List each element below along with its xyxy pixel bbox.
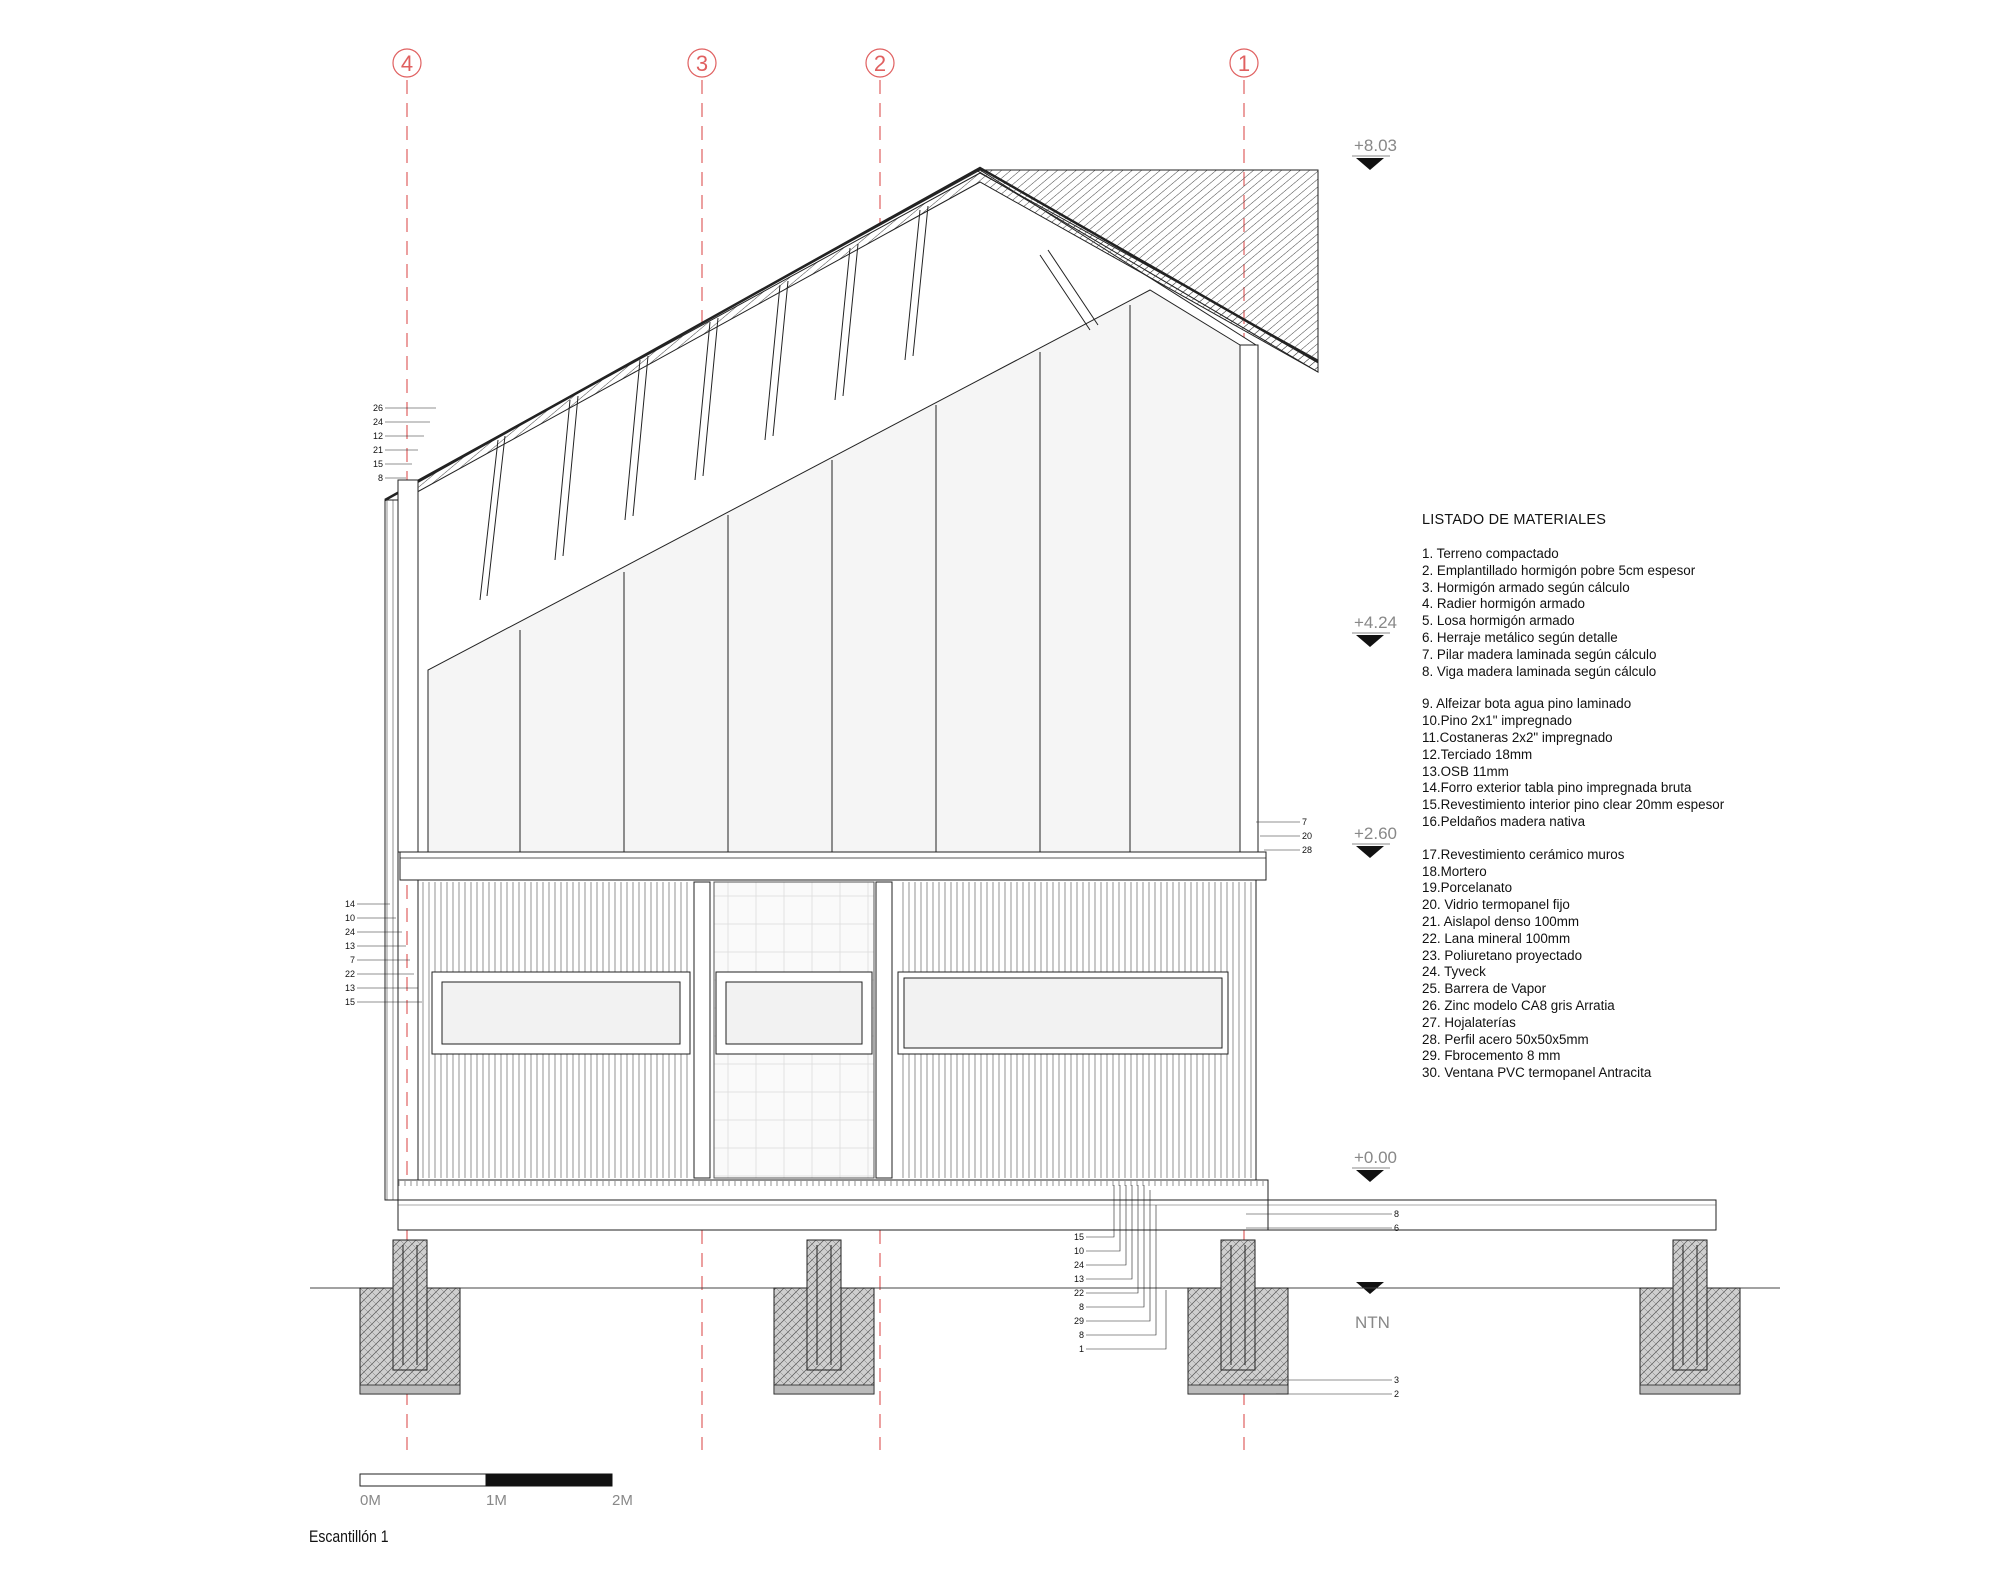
callout bbox=[1256, 817, 1307, 827]
callout bbox=[1264, 845, 1312, 855]
legend-item: 12.Terciado 18mm bbox=[1422, 746, 1533, 762]
legend-item: 27. Hojalaterías bbox=[1422, 1014, 1516, 1030]
legend-item: 22. Lana mineral 100mm bbox=[1422, 930, 1571, 946]
callout bbox=[345, 899, 390, 909]
callout-label: 24 bbox=[344, 927, 355, 937]
legend-item: 25. Barrera de Vapor bbox=[1422, 981, 1547, 997]
legend-item: 11.Costaneras 2x2" impregnado bbox=[1422, 729, 1613, 745]
legend-item: 3. Hormigón armado según cálculo bbox=[1422, 579, 1630, 595]
ground-label: NTN bbox=[1355, 1313, 1390, 1332]
grid-axis-label: 1 bbox=[1237, 51, 1251, 76]
callout-label: 14 bbox=[344, 899, 355, 909]
grid-axis-label: 2 bbox=[873, 51, 887, 76]
callout-label: 24 bbox=[1073, 1260, 1084, 1270]
callout-label: 10 bbox=[1073, 1246, 1084, 1256]
scale-label: 0M bbox=[360, 1492, 381, 1509]
callout-label: 26 bbox=[372, 403, 383, 413]
callout-label: 24 bbox=[372, 417, 383, 427]
callout-label: 8 bbox=[377, 473, 383, 483]
legend-item: 9. Alfeizar bota agua pino laminado bbox=[1422, 696, 1632, 712]
legend-item: 13.OSB 11mm bbox=[1422, 763, 1509, 779]
upper-floor bbox=[385, 168, 1318, 852]
ground-level-marker bbox=[1355, 1282, 1390, 1332]
legend-item: 6. Herraje metálico según detalle bbox=[1422, 629, 1618, 645]
scale-label: 1M bbox=[486, 1492, 507, 1509]
callout-label: 15 bbox=[372, 459, 383, 469]
legend-item: 30. Ventana PVC termopanel Antracita bbox=[1422, 1065, 1652, 1081]
footing bbox=[1188, 1240, 1288, 1394]
callout-label: 21 bbox=[372, 445, 383, 455]
callout-label: 7 bbox=[1302, 817, 1308, 827]
legend-item: 19.Porcelanato bbox=[1422, 880, 1513, 896]
foundations bbox=[360, 1240, 1740, 1394]
callout bbox=[1260, 831, 1312, 841]
callout-label: 15 bbox=[344, 997, 355, 1007]
legend-item: 23. Poliuretano proyectado bbox=[1422, 947, 1583, 963]
legend-group bbox=[1422, 847, 1982, 1082]
legend-item: 26. Zinc modelo CA8 gris Arratia bbox=[1422, 997, 1615, 1013]
materials-legend bbox=[1422, 512, 1982, 1098]
callout-label: 13 bbox=[344, 941, 355, 951]
legend-item: 2. Emplantillado hormigón pobre 5cm espesor bbox=[1422, 562, 1696, 578]
callout-label: 22 bbox=[1073, 1288, 1084, 1298]
legend-item: 16.Peldaños madera nativa bbox=[1422, 813, 1586, 829]
callout-label: 22 bbox=[344, 969, 355, 979]
level-label: +8.03 bbox=[1354, 136, 1398, 155]
callout-label: 6 bbox=[1394, 1223, 1400, 1233]
legend-item: 15.Revestimiento interior pino clear 20mm espesor bbox=[1422, 797, 1725, 813]
lower-floor bbox=[418, 880, 1256, 1180]
footing bbox=[360, 1240, 460, 1394]
level-label: +2.60 bbox=[1354, 824, 1398, 843]
callout bbox=[373, 403, 436, 413]
callout bbox=[373, 445, 418, 455]
legend-item: 29. Fbrocemento 8 mm bbox=[1422, 1048, 1561, 1064]
legend-item: 28. Perfil acero 50x50x5mm bbox=[1422, 1031, 1589, 1047]
grid-axis-label: 4 bbox=[400, 51, 414, 76]
callout-label: 7 bbox=[349, 955, 355, 965]
callout bbox=[345, 969, 414, 979]
level-marker bbox=[1352, 1148, 1397, 1182]
callout-label: 1 bbox=[1078, 1344, 1084, 1354]
callout bbox=[373, 431, 424, 441]
drawing-caption: Escantillón 1 bbox=[309, 1528, 389, 1546]
callout bbox=[373, 459, 412, 469]
legend-item: 1. Terreno compactado bbox=[1422, 546, 1559, 561]
level-marker bbox=[1352, 824, 1397, 858]
footing bbox=[774, 1240, 874, 1394]
callout bbox=[1079, 1290, 1166, 1354]
exterior-cladding bbox=[385, 500, 398, 1200]
legend-item: 14.Forro exterior tabla pino impregnada bruta bbox=[1422, 780, 1692, 796]
level-markers bbox=[1352, 136, 1400, 1332]
legend-item: 21. Aislapol denso 100mm bbox=[1422, 913, 1580, 929]
callout-label: 20 bbox=[1302, 831, 1313, 841]
callout-label: 12 bbox=[372, 431, 383, 441]
legend-group bbox=[1422, 696, 1982, 830]
callout-label: 13 bbox=[344, 983, 355, 993]
legend-item: 5. Losa hormigón armado bbox=[1422, 613, 1575, 629]
legend-title: LISTADO DE MATERIALES bbox=[1422, 512, 1607, 528]
legend-item: 20. Vidrio termopanel fijo bbox=[1422, 897, 1570, 913]
callout-label: 3 bbox=[1394, 1375, 1400, 1385]
legend-item: 8. Viga madera laminada según cálculo bbox=[1422, 663, 1657, 679]
mezzanine-slab bbox=[400, 852, 1266, 880]
callout-label: 28 bbox=[1302, 845, 1313, 855]
floor-structure bbox=[398, 1180, 1716, 1230]
callout bbox=[350, 955, 410, 965]
callout-label: 8 bbox=[1078, 1330, 1084, 1340]
callout-label: 15 bbox=[1073, 1232, 1084, 1242]
level-marker bbox=[1352, 613, 1397, 647]
callout-label: 10 bbox=[344, 913, 355, 923]
callout bbox=[373, 417, 430, 427]
legend-item: 17.Revestimiento cerámico muros bbox=[1422, 846, 1625, 862]
callout-label: 13 bbox=[1073, 1274, 1084, 1284]
level-marker bbox=[1352, 136, 1397, 170]
callout-label: 8 bbox=[1078, 1302, 1084, 1312]
scale-bar bbox=[360, 1474, 633, 1509]
callout-label: 2 bbox=[1394, 1389, 1400, 1399]
callout-label: 8 bbox=[1394, 1209, 1400, 1219]
level-label: +0.00 bbox=[1354, 1148, 1398, 1167]
legend-item: 4. Radier hormigón armado bbox=[1422, 596, 1586, 612]
callout bbox=[1276, 1389, 1399, 1399]
footing bbox=[1640, 1240, 1740, 1394]
callout bbox=[345, 997, 422, 1007]
level-label: +4.24 bbox=[1354, 613, 1398, 632]
legend-group bbox=[1422, 546, 1982, 680]
grid-axis-label: 3 bbox=[695, 51, 709, 76]
legend-item: 7. Pilar madera laminada según cálculo bbox=[1422, 646, 1657, 662]
legend-item: 24. Tyveck bbox=[1422, 964, 1486, 980]
legend-item: 18.Mortero bbox=[1422, 863, 1487, 879]
legend-item: 10.Pino 2x1" impregnado bbox=[1422, 713, 1572, 729]
scale-label: 2M bbox=[612, 1492, 633, 1509]
callout-label: 29 bbox=[1073, 1316, 1084, 1326]
